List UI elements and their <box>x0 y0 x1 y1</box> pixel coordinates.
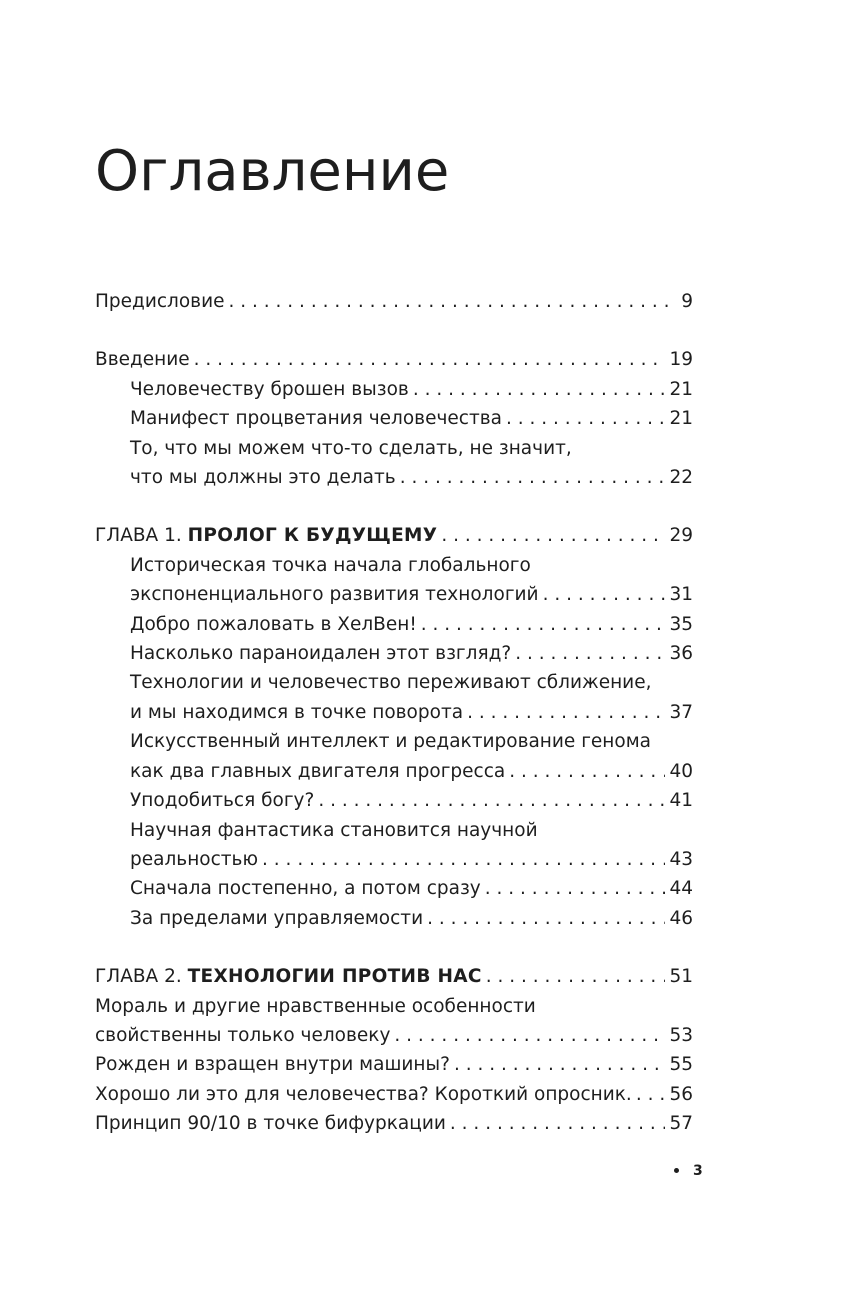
toc-entry-title: Хорошо ли это для человечества? Короткий опросник. <box>95 1083 632 1105</box>
toc-subentry[interactable] <box>95 1109 693 1138</box>
toc-subentry[interactable] <box>95 816 693 875</box>
toc-subentry[interactable] <box>95 668 693 727</box>
toc-entry-title: реальностью <box>130 848 259 870</box>
toc-page-number: 55 <box>669 1054 693 1076</box>
toc-page-number: 21 <box>669 408 693 430</box>
leader-dots <box>413 375 666 404</box>
toc-page-number: 57 <box>669 1113 693 1135</box>
toc-page-number: 41 <box>669 790 693 812</box>
leader-dots <box>394 1021 665 1050</box>
toc-entry-title: Введение <box>95 349 190 371</box>
toc-entry-title: За пределами управляемости <box>130 907 424 929</box>
intro-subentries <box>95 375 693 493</box>
section-gap <box>95 316 693 345</box>
leader-dots <box>509 757 665 786</box>
toc-entry-title: Рожден и взращен внутри машины? <box>95 1054 450 1076</box>
toc-page-number: 31 <box>669 584 693 606</box>
leader-dots <box>400 463 666 492</box>
toc-subentry[interactable] <box>95 992 693 1051</box>
toc-subentry[interactable] <box>95 786 693 815</box>
leader-dots <box>506 404 665 433</box>
toc-subentry[interactable] <box>95 1080 693 1109</box>
leader-dots <box>486 962 666 991</box>
toc-entry-title: что мы должны это делать <box>130 467 396 489</box>
toc-subentry[interactable] <box>95 610 693 639</box>
toc-page-number: 53 <box>669 1024 693 1046</box>
toc-subentry[interactable] <box>95 874 693 903</box>
leader-dots <box>515 639 665 668</box>
toc-page-number: 35 <box>669 613 693 635</box>
toc-entry-title: Сначала постепенно, а потом сразу <box>130 878 481 900</box>
toc-subentry[interactable] <box>95 404 693 433</box>
leader-dots <box>636 1080 666 1109</box>
toc-subentry[interactable] <box>95 375 693 404</box>
leader-dots <box>450 1109 666 1138</box>
toc-entry-preface[interactable] <box>95 287 693 316</box>
toc-entry-title-line: Технологии и человечество переживают сближение, <box>130 672 652 694</box>
toc-entry-title: Манифест процветания человечества <box>130 408 502 430</box>
toc-entry-title-line: Историческая точка начала глобального <box>130 554 531 576</box>
toc-subentry[interactable] <box>95 727 693 786</box>
leader-dots <box>194 345 666 374</box>
toc-page-number: 9 <box>681 291 693 312</box>
chapter-name: ПРОЛОГ К БУДУЩЕМУ <box>187 525 438 547</box>
toc-page-number: 37 <box>669 701 693 723</box>
leader-dots <box>318 786 665 815</box>
toc-page-number: 56 <box>669 1083 693 1105</box>
toc-entry-title: экспоненциального развития технологий <box>130 584 539 606</box>
toc-entry-intro[interactable] <box>95 345 693 374</box>
chapter-label: ГЛАВА 2. <box>95 966 182 988</box>
toc-entry-title: и мы находимся в точке поворота <box>130 701 464 723</box>
toc-page-number: 51 <box>669 966 693 988</box>
toc-chapter-heading <box>95 521 437 550</box>
section-gap <box>95 492 693 521</box>
toc-subentry[interactable] <box>95 551 693 610</box>
toc-entry-chapter-1[interactable] <box>95 521 693 550</box>
toc-entry-title-line: То, что мы можем что-то сделать, не значит, <box>130 437 572 459</box>
toc-page-number: 29 <box>669 525 693 547</box>
table-of-contents <box>95 287 693 1139</box>
toc-entry-title: Предисловие <box>95 291 225 312</box>
folio-number: 3 <box>693 1163 703 1179</box>
toc-chapter-heading <box>95 962 482 991</box>
toc-entry-title: Человечеству брошен вызов <box>130 378 409 400</box>
toc-page-number: 22 <box>669 467 693 489</box>
toc-entry-title: Насколько параноидален этот взгляд? <box>130 643 512 665</box>
leader-dots <box>441 521 665 550</box>
toc-page-number: 36 <box>669 643 693 665</box>
leader-dots <box>467 698 665 727</box>
toc-entry-title-line: Искусственный интеллект и редактирование генома <box>130 731 651 753</box>
toc-page-number: 21 <box>669 378 693 400</box>
toc-entry-title: Принцип 90/10 в точке бифуркации <box>95 1113 446 1135</box>
leader-dots <box>421 610 666 639</box>
toc-entry-title: Уподобиться богу? <box>130 790 315 812</box>
chapter-1-subentries <box>95 551 693 933</box>
toc-entry-title: свойственны только человеку <box>95 1024 391 1046</box>
toc-entry-title-line: Научная фантастика становится научной <box>130 819 538 841</box>
toc-page-number: 44 <box>669 878 693 900</box>
chapter-2-subentries <box>95 992 693 1139</box>
leader-dots <box>427 904 665 933</box>
chapter-label: ГЛАВА 1. <box>95 525 182 547</box>
chapter-name: ТЕХНОЛОГИИ ПРОТИВ НАС <box>187 966 482 988</box>
toc-entry-chapter-2[interactable] <box>95 962 693 991</box>
toc-page-number: 43 <box>669 848 693 870</box>
toc-entry-title: Добро пожаловать в ХелВен! <box>130 613 417 635</box>
bullet-icon <box>674 1168 679 1173</box>
leader-dots <box>543 580 666 609</box>
toc-page-number: 19 <box>669 349 693 371</box>
toc-subentry[interactable] <box>95 639 693 668</box>
toc-page-number: 40 <box>669 760 693 782</box>
page-folio <box>674 1163 703 1179</box>
leader-dots <box>262 845 665 874</box>
leader-dots <box>454 1050 666 1079</box>
toc-entry-title: как два главных двигателя прогресса <box>130 760 506 782</box>
toc-subentry[interactable] <box>95 904 693 933</box>
toc-subentry[interactable] <box>95 1050 693 1079</box>
section-gap <box>95 933 693 962</box>
page-title: Оглавление <box>95 139 450 204</box>
toc-page-number: 46 <box>669 907 693 929</box>
leader-dots <box>228 287 677 316</box>
leader-dots <box>485 874 666 903</box>
toc-entry-title-line: Мораль и другие нравственные особенности <box>95 995 536 1017</box>
toc-subentry[interactable] <box>95 434 693 493</box>
